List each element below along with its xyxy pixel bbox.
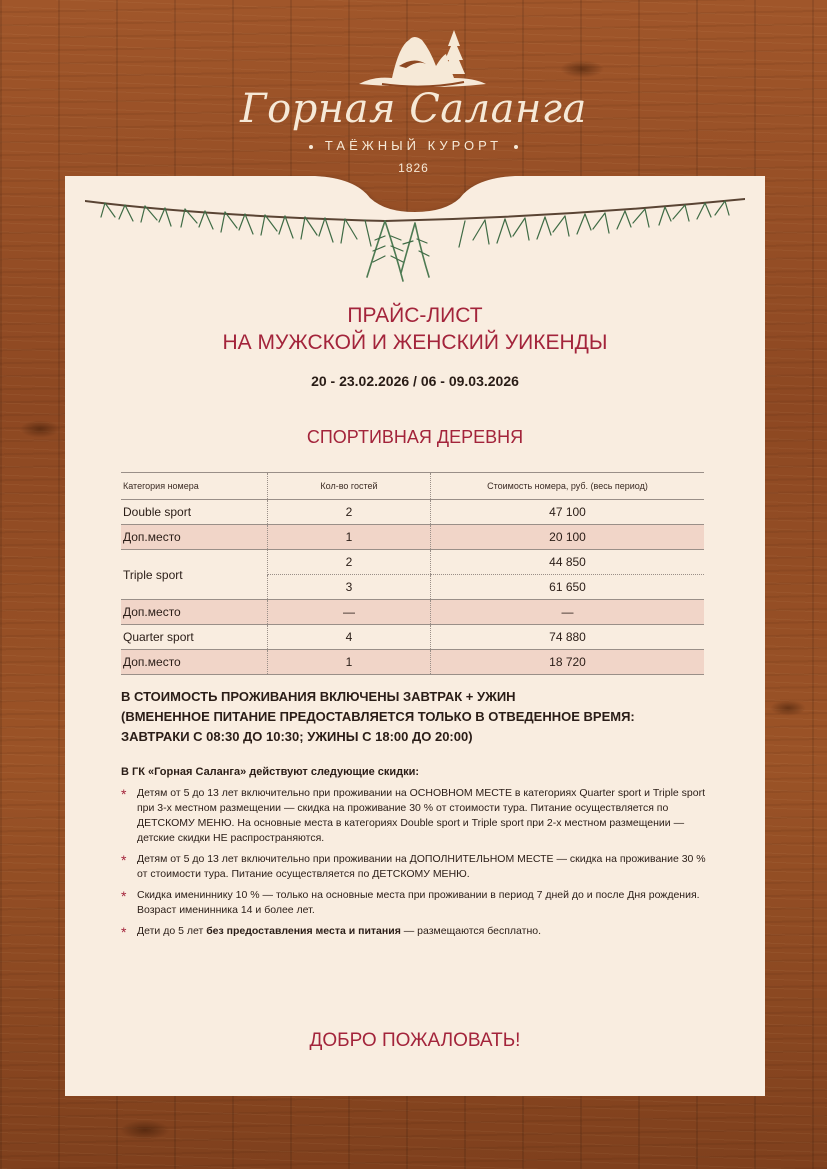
brand-name: Горная Саланга [240, 86, 587, 132]
price-table [121, 472, 704, 675]
row-guests: 1 [268, 525, 431, 550]
section-title: СПОРТИВНАЯ ДЕРЕВНЯ [306, 427, 524, 447]
dot-icon [309, 145, 313, 149]
table-header-row [121, 473, 704, 500]
row-guests: 4 [268, 625, 431, 650]
table-row [121, 600, 704, 625]
brand-year: 1826 [398, 161, 429, 175]
discount-text: Скидка имениннику 10 % — только на основные места при проживании в период 7 дней до и после Дня рождения. Возраст именинника 14 и более лет. [137, 889, 700, 916]
wood-knot [120, 1120, 170, 1140]
column-header-price: Стоимость номера, руб. (весь период) [431, 473, 705, 500]
discount-text: Детям от 5 до 13 лет включительно при проживании на ДОПОЛНИТЕЛЬНОМ МЕСТЕ — скидка на проживание 30 % от стоимости тура. Питание осуществляется по ДЕТСКОМУ МЕНЮ. [137, 853, 706, 880]
row-price: 18 720 [431, 650, 705, 675]
wood-knot [20, 420, 60, 438]
welcome-text: ДОБРО ПОЖАЛОВАТЬ! [309, 1030, 521, 1051]
row-category: Triple sport [121, 550, 268, 600]
table-row [121, 550, 704, 575]
fir-branch-icon [85, 181, 745, 301]
meals-info [121, 687, 721, 747]
list-item [121, 888, 711, 918]
table-row [121, 625, 704, 650]
discount-text-suffix: — размещаются бесплатно. [400, 925, 542, 937]
discount-text: Детям от 5 до 13 лет включительно при проживании на ОСНОВНОМ МЕСТЕ в категориях Quarter sport и Triple sport при 3-х местном размещении — скидка на проживание 30 % от стоимости тура. Питание осуществляется по ДЕТСКОМУ МЕНЮ. На основные места в категориях Double sport и Triple sport при 2-х местном размещении — детские скидки НЕ распространяются. [137, 787, 705, 844]
hat-mountain-logo-icon [314, 26, 514, 92]
column-header-guests: Кол-во гостей [268, 473, 431, 500]
row-category: Доп.место [121, 650, 268, 675]
row-price: 20 100 [431, 525, 705, 550]
brand-logo [0, 26, 827, 175]
row-price: 44 850 [431, 550, 705, 575]
row-price: — [431, 600, 705, 625]
table-row [121, 500, 704, 525]
table-row [121, 650, 704, 675]
dot-icon [514, 145, 518, 149]
discount-text-prefix: Дети до 5 лет [137, 925, 207, 937]
column-header-category: Категория номера [121, 473, 268, 500]
title-line-2: НА МУЖСКОЙ И ЖЕНСКИЙ УИКЕНДЫ [222, 331, 608, 354]
row-guests: 1 [268, 650, 431, 675]
row-price: 47 100 [431, 500, 705, 525]
asterisk-icon: * [121, 888, 127, 904]
row-guests: — [268, 600, 431, 625]
discounts-heading: В ГК «Горная Саланга» действуют следующие скидки: [121, 766, 420, 778]
row-guests: 3 [268, 575, 431, 600]
list-item [121, 852, 711, 882]
asterisk-icon: * [121, 924, 127, 940]
row-guests: 2 [268, 500, 431, 525]
brand-subtitle-row [0, 138, 827, 153]
discount-text-bold: без предоставления места и питания [206, 925, 401, 937]
row-price: 74 880 [431, 625, 705, 650]
price-sheet [65, 176, 765, 1096]
meals-line-1: В СТОИМОСТЬ ПРОЖИВАНИЯ ВКЛЮЧЕНЫ ЗАВТРАК + УЖИН [121, 689, 516, 704]
title-line-1: ПРАЙС-ЛИСТ [347, 304, 483, 327]
list-item [121, 786, 711, 846]
row-category: Double sport [121, 500, 268, 525]
asterisk-icon: * [121, 786, 127, 802]
row-price: 61 650 [431, 575, 705, 600]
row-guests: 2 [268, 550, 431, 575]
date-range: 20 - 23.02.2026 / 06 - 09.03.2026 [311, 373, 519, 389]
wood-knot [770, 700, 806, 716]
asterisk-icon: * [121, 852, 127, 868]
discounts-list [121, 786, 711, 945]
brand-subtitle: ТАЁЖНЫЙ КУРОРТ [324, 138, 503, 153]
meals-line-3: ЗАВТРАКИ С 08:30 ДО 10:30; УЖИНЫ С 18:00 ДО 20:00) [121, 729, 473, 744]
row-category: Доп.место [121, 525, 268, 550]
meals-line-2: (ВМЕНЕННОЕ ПИТАНИЕ ПРЕДОСТАВЛЯЕТСЯ ТОЛЬКО В ОТВЕДЕННОЕ ВРЕМЯ: [121, 709, 635, 724]
row-category: Доп.место [121, 600, 268, 625]
table-row [121, 525, 704, 550]
page-title [65, 302, 765, 356]
row-category: Quarter sport [121, 625, 268, 650]
list-item [121, 924, 711, 939]
